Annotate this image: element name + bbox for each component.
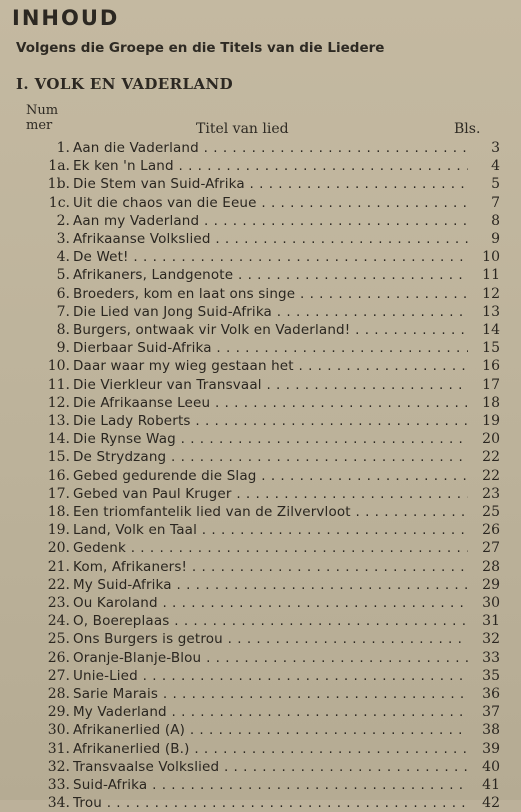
entry-page: 7 xyxy=(491,194,500,211)
entry-title: Land, Volk en Taal . . . xyxy=(73,521,468,539)
entry-number: 33. xyxy=(47,777,70,793)
entry-title: Kom, Afrikaners! . . . xyxy=(73,558,468,576)
entry-number: 30. xyxy=(47,722,70,739)
entry-page: 36 xyxy=(482,686,500,702)
entry-page: 13 xyxy=(482,303,500,320)
entry-page: 3 xyxy=(491,140,500,156)
list-item xyxy=(0,758,521,776)
entry-title: Aan die Vaderland . . . xyxy=(73,139,468,157)
entry-page: 19 xyxy=(482,413,500,429)
entry-number: 1b. xyxy=(47,176,70,193)
list-item xyxy=(0,521,521,539)
entry-number: 1c. xyxy=(48,194,70,211)
entry-page: 22 xyxy=(482,449,500,466)
list-item xyxy=(0,776,521,794)
entry-page: 41 xyxy=(482,777,500,793)
entry-number: 9. xyxy=(56,340,70,357)
entry-page: 40 xyxy=(482,758,500,775)
entry-page: 38 xyxy=(482,722,500,739)
entry-page: 5 xyxy=(491,176,500,193)
list-item xyxy=(0,212,521,230)
entry-title: Suid-Afrika . . . xyxy=(73,776,468,794)
entry-title: Burgers, ontwaak vir Volk en Vaderland! . . . xyxy=(73,321,468,339)
entry-number: 19. xyxy=(47,522,70,539)
entry-title: Afrikaners, Landgenote . . . xyxy=(73,266,468,284)
list-item xyxy=(0,612,521,630)
list-item xyxy=(0,430,521,448)
entry-number: 1a. xyxy=(48,158,70,175)
entry-title: Die Rynse Wag . . . xyxy=(73,430,468,448)
entry-page: 29 xyxy=(482,576,500,593)
list-item xyxy=(0,230,521,248)
column-header-title: Titel van lied xyxy=(196,121,289,137)
entry-title: Ek ken 'n Land . . . xyxy=(73,157,468,175)
entry-page: 16 xyxy=(482,358,500,375)
list-item xyxy=(0,321,521,339)
entry-title: Afrikanerlied (B.) . . . xyxy=(73,740,468,758)
list-item xyxy=(0,576,521,594)
entry-title: Ou Karoland . . . xyxy=(73,594,468,612)
entry-title: Die Stem van Suid-Afrika . . . xyxy=(73,175,468,193)
entry-number: 26. xyxy=(47,649,70,666)
entry-number: 16. xyxy=(47,467,70,484)
list-item xyxy=(0,467,521,485)
entry-page: 22 xyxy=(482,467,500,484)
entry-title: De Wet! . . . xyxy=(73,248,468,266)
entry-title: Een triomfantelik lied van de Zilvervloot . . . xyxy=(73,503,468,521)
list-item xyxy=(0,357,521,375)
entry-page: 31 xyxy=(482,613,500,630)
entry-page: 25 xyxy=(482,504,500,520)
list-item xyxy=(0,339,521,357)
entry-number: 24. xyxy=(47,613,70,630)
list-item xyxy=(0,649,521,667)
list-item xyxy=(0,448,521,466)
entry-number: 25. xyxy=(47,631,70,648)
entry-number: 21. xyxy=(47,558,70,575)
list-item xyxy=(0,740,521,758)
entry-page: 28 xyxy=(482,558,500,575)
list-item xyxy=(0,558,521,576)
page-heading: INHOUD xyxy=(12,6,120,30)
entry-page: 11 xyxy=(482,267,500,284)
entry-title: Dierbaar Suid-Afrika . . . xyxy=(73,339,468,357)
entry-number: 11. xyxy=(47,376,70,393)
column-header-number-text xyxy=(26,103,58,133)
entry-number: 6. xyxy=(56,285,70,302)
entry-title: My Suid-Afrika . . . xyxy=(73,576,468,594)
entry-page: 37 xyxy=(482,704,500,721)
entry-page: 14 xyxy=(482,322,500,338)
entry-page: 20 xyxy=(482,431,500,448)
entry-number: 34. xyxy=(47,795,70,812)
list-item xyxy=(0,685,521,703)
entry-number: 17. xyxy=(47,485,70,502)
list-item xyxy=(0,376,521,394)
list-item xyxy=(0,412,521,430)
entry-page: 17 xyxy=(482,376,500,393)
list-item xyxy=(0,266,521,284)
entry-number: 13. xyxy=(47,413,70,429)
entry-page: 33 xyxy=(482,649,500,666)
entry-number: 14. xyxy=(47,431,70,448)
entry-page: 9 xyxy=(491,231,500,247)
list-item xyxy=(0,303,521,321)
list-item xyxy=(0,194,521,212)
entry-page: 18 xyxy=(482,394,500,411)
entry-title: Die Lady Roberts . . . xyxy=(73,412,468,430)
entry-page: 8 xyxy=(491,212,500,229)
column-header-number-line: mer xyxy=(26,118,53,133)
entry-title: Sarie Marais . . . xyxy=(73,685,468,703)
entry-page: 15 xyxy=(482,340,500,357)
list-item xyxy=(0,594,521,612)
entry-number: 2. xyxy=(56,212,70,229)
page-subheading: Volgens die Groepe en die Titels van die Liedere xyxy=(16,40,385,56)
entry-title: Ons Burgers is getrou . . . xyxy=(73,630,468,648)
list-item xyxy=(0,539,521,557)
entry-title: Afrikanerlied (A) . . . xyxy=(73,721,468,739)
column-header-page: Bls. xyxy=(454,121,481,137)
list-item xyxy=(0,175,521,193)
entry-title: Daar waar my wieg gestaan het . . . xyxy=(73,357,468,375)
entry-page: 12 xyxy=(482,285,500,302)
entry-number: 29. xyxy=(47,704,70,721)
entry-number: 1. xyxy=(56,140,70,156)
entry-title: Gebed van Paul Kruger . . . xyxy=(73,485,468,503)
list-item xyxy=(0,667,521,685)
entry-title: Oranje-Blanje-Blou . . . xyxy=(73,649,468,667)
entry-title: De Strydzang . . . xyxy=(73,448,468,466)
entry-title: Trou . . . xyxy=(73,794,468,812)
entry-page: 42 xyxy=(482,795,500,812)
entry-title: Die Afrikaanse Leeu . . . xyxy=(73,394,468,412)
list-item xyxy=(0,394,521,412)
entry-number: 31. xyxy=(47,740,70,757)
list-item xyxy=(0,794,521,812)
section-title: I. VOLK EN VADERLAND xyxy=(16,75,233,93)
entry-title: Uit die chaos van die Eeue . . . xyxy=(73,194,468,212)
entry-page: 23 xyxy=(482,485,500,502)
entry-number: 28. xyxy=(47,686,70,702)
list-item xyxy=(0,248,521,266)
column-header-number xyxy=(26,103,58,133)
entry-title: O, Boereplaas . . . xyxy=(73,612,468,630)
entry-number: 20. xyxy=(47,540,70,557)
entry-title: My Vaderland . . . xyxy=(73,703,468,721)
entry-number: 8. xyxy=(56,322,70,338)
list-item xyxy=(0,630,521,648)
list-item xyxy=(0,139,521,157)
list-item xyxy=(0,703,521,721)
entry-page: 35 xyxy=(482,667,500,684)
entry-title: Gebed gedurende die Slag . . . xyxy=(73,467,468,485)
entry-page: 4 xyxy=(491,158,500,175)
entry-number: 32. xyxy=(47,758,70,775)
entry-title: Broeders, kom en laat ons singe . . . xyxy=(73,285,468,303)
entry-title: Unie-Lied . . . xyxy=(73,667,468,685)
entry-page: 39 xyxy=(482,740,500,757)
column-header-number-line: Num xyxy=(26,103,59,118)
entry-number: 7. xyxy=(56,303,70,320)
entry-number: 23. xyxy=(47,595,70,611)
entry-number: 5. xyxy=(56,267,70,284)
entry-page: 10 xyxy=(482,249,500,266)
entry-number: 27. xyxy=(47,667,70,684)
entry-title: Aan my Vaderland . . . xyxy=(73,212,468,230)
entry-title: Die Vierkleur van Transvaal . . . xyxy=(73,376,468,394)
entry-number: 10. xyxy=(47,358,70,375)
entry-number: 22. xyxy=(47,576,70,593)
entry-number: 18. xyxy=(47,504,70,520)
list-item xyxy=(0,285,521,303)
entry-number: 4. xyxy=(56,249,70,266)
entry-number: 12. xyxy=(47,394,70,411)
list-item xyxy=(0,157,521,175)
list-item xyxy=(0,485,521,503)
entry-title: Die Lied van Jong Suid-Afrika . . . xyxy=(73,303,468,321)
entry-page: 26 xyxy=(482,522,500,539)
entry-page: 27 xyxy=(482,540,500,557)
entry-page: 30 xyxy=(482,595,500,611)
entry-title: Transvaalse Volkslied . . . xyxy=(73,758,468,776)
entry-title: Afrikaanse Volkslied . . . xyxy=(73,230,468,248)
entry-title: Gedenk . . . xyxy=(73,539,468,557)
entry-number: 15. xyxy=(47,449,70,466)
list-item xyxy=(0,503,521,521)
entry-page: 32 xyxy=(482,631,500,648)
entry-number: 3. xyxy=(56,231,70,247)
list-item xyxy=(0,721,521,739)
